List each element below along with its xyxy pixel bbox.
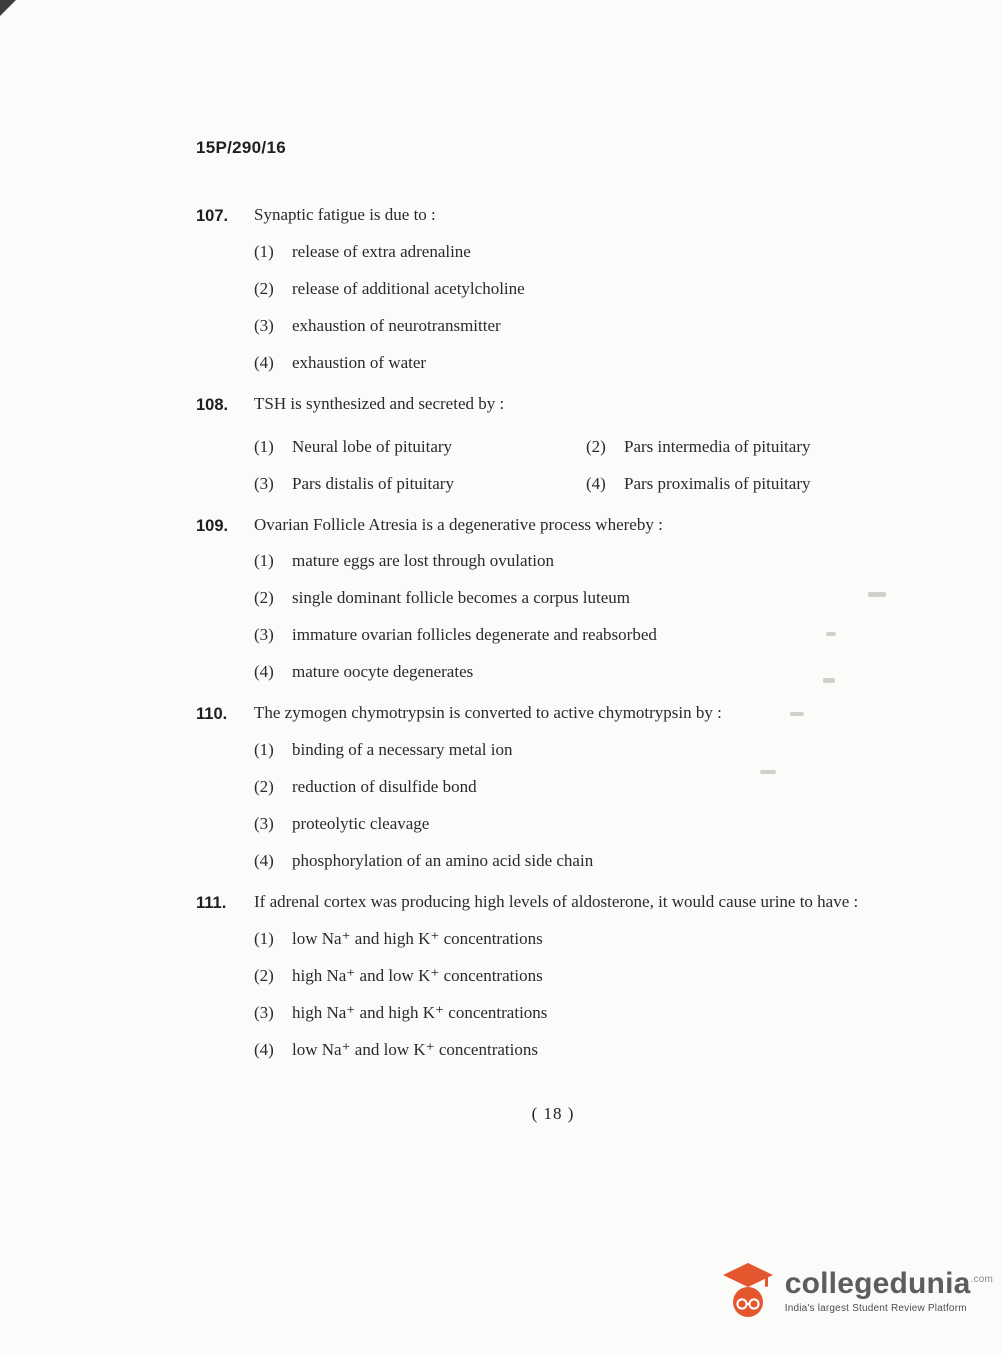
- option-text: single dominant follicle becomes a corpus luteum: [292, 588, 631, 608]
- question-number: 108.: [196, 395, 229, 414]
- question-number: 107.: [196, 207, 229, 225]
- option-label: (1): [254, 740, 274, 760]
- option: [254, 850, 910, 873]
- question-number: 110.: [196, 705, 228, 724]
- options-list: [254, 241, 910, 375]
- option-text: mature eggs are lost through ovulation: [292, 551, 555, 571]
- option-label: (3): [254, 814, 274, 833]
- option: [254, 1002, 910, 1025]
- question-text: Synaptic fatigue is due to :: [254, 205, 436, 224]
- option: [254, 436, 586, 459]
- option: [254, 550, 910, 573]
- option: [254, 587, 910, 610]
- option: [254, 928, 910, 951]
- question-109: [196, 514, 910, 685]
- option-text: immature ovarian follicles degenerate and reabsorbed: [292, 625, 657, 645]
- option-text: exhaustion of neurotransmitter: [292, 315, 501, 335]
- options-list: [254, 550, 910, 684]
- option-text: low Na⁺ and low K⁺ concentrations: [292, 1039, 538, 1059]
- brand-name: collegedunia: [784, 1266, 971, 1300]
- option: [254, 776, 910, 799]
- brand-tagline: India's largest Student Review Platform: [784, 1302, 967, 1314]
- option: [254, 661, 910, 684]
- option-label: (1): [254, 436, 274, 456]
- option-text: proteolytic cleavage: [292, 814, 430, 833]
- option: [254, 241, 910, 264]
- question-number: 109.: [196, 516, 229, 535]
- document-page: [196, 138, 910, 1124]
- option-text: binding of a necessary metal ion: [292, 740, 513, 760]
- option-text: phosphorylation of an amino acid side chain: [292, 850, 594, 870]
- collegedunia-logo: [721, 1262, 993, 1320]
- option-text: high Na⁺ and low K⁺ concentrations: [292, 965, 543, 985]
- question-number: 111.: [196, 893, 227, 912]
- question-text: TSH is synthesized and secreted by :: [254, 393, 505, 413]
- option-label: (3): [254, 315, 274, 335]
- option-text: mature oocyte degenerates: [292, 662, 474, 682]
- option: [254, 624, 910, 647]
- option-label: (4): [254, 1039, 274, 1059]
- question-107: [196, 204, 910, 375]
- graduate-mascot-icon: [721, 1262, 775, 1320]
- option-label: (1): [254, 928, 274, 948]
- option-label: (1): [254, 551, 274, 571]
- option: [586, 473, 910, 496]
- options-list: [254, 739, 910, 873]
- option-label: (4): [254, 662, 274, 682]
- option-text: Pars intermedia of pituitary: [624, 436, 811, 456]
- option-label: (4): [254, 850, 274, 870]
- option-label: (3): [254, 625, 274, 645]
- option: [254, 352, 910, 375]
- option-label: (3): [254, 1002, 274, 1022]
- option-text: Pars proximalis of pituitary: [624, 473, 811, 493]
- option-label: (4): [254, 352, 274, 372]
- option: [254, 473, 586, 496]
- option: [254, 315, 910, 338]
- option: [254, 1039, 910, 1062]
- logo-text: [784, 1266, 993, 1314]
- option-label: (2): [254, 588, 274, 608]
- paper-code: 15P/290/16: [196, 138, 286, 157]
- option-text: Neural lobe of pituitary: [292, 436, 453, 456]
- option-text: release of extra adrenaline: [292, 241, 471, 261]
- option-label: (4): [586, 473, 606, 493]
- option-text: exhaustion of water: [292, 352, 427, 372]
- option-label: (2): [254, 777, 274, 797]
- option: [254, 278, 910, 301]
- option: [254, 813, 910, 836]
- brand-suffix: .com: [970, 1273, 993, 1285]
- option-text: release of additional acetylcholine: [292, 278, 525, 298]
- question-text: If adrenal cortex was producing high levels of aldosterone, it would cause urine to have :: [254, 891, 859, 911]
- option-label: (2): [254, 278, 274, 298]
- scan-artifact: [0, 0, 16, 16]
- options-list: [254, 422, 910, 496]
- option-label: (3): [254, 473, 274, 493]
- option: [254, 739, 910, 762]
- option-text: low Na⁺ and high K⁺ concentrations: [292, 928, 543, 948]
- option-text: reduction of disulfide bond: [292, 777, 477, 797]
- question-108: [196, 393, 910, 496]
- question-text: The zymogen chymotrypsin is converted to active chymotrypsin by :: [254, 703, 722, 723]
- option: [586, 436, 910, 459]
- option-text: Pars distalis of pituitary: [292, 473, 454, 493]
- options-list: [254, 928, 910, 1062]
- option-label: (1): [254, 241, 274, 261]
- question-110: [196, 702, 910, 873]
- option: [254, 965, 910, 988]
- option-label: (2): [254, 965, 274, 985]
- option-label: (2): [586, 436, 606, 456]
- option-text: high Na⁺ and high K⁺ concentrations: [292, 1002, 548, 1022]
- question-111: [196, 891, 910, 1062]
- question-text: Ovarian Follicle Atresia is a degenerative process whereby :: [254, 514, 663, 534]
- page-number: ( 18 ): [531, 1103, 575, 1123]
